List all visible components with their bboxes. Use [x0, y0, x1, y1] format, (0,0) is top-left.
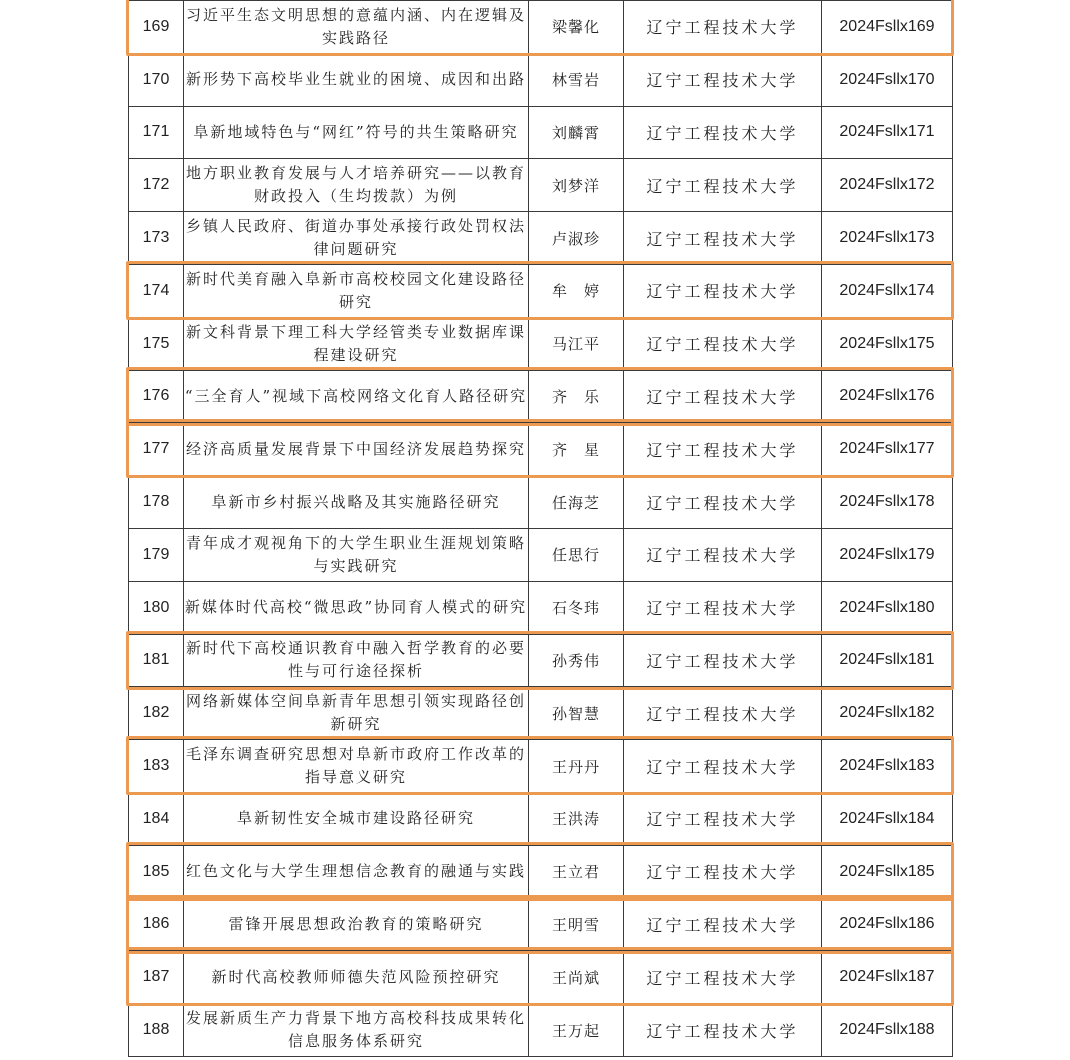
table-row — [129, 106, 953, 159]
table-row — [129, 1004, 953, 1057]
institution-name: 辽宁工程技术大学 — [624, 634, 822, 687]
institution-name: 辽宁工程技术大学 — [624, 898, 822, 951]
principal-name: 任思行 — [529, 528, 624, 581]
principal-name: 牟 婷 — [529, 264, 624, 317]
project-code: 2024Fsllx179 — [822, 528, 953, 581]
institution-name: 辽宁工程技术大学 — [624, 53, 822, 106]
project-title: 阜新市乡村振兴战略及其实施路径研究 — [184, 476, 529, 529]
project-title: 新时代高校教师师德失范风险预控研究 — [184, 951, 529, 1004]
row-number: 171 — [129, 106, 184, 159]
project-title: 经济高质量发展背景下中国经济发展趋势探究 — [184, 423, 529, 476]
row-number: 186 — [129, 898, 184, 951]
row-number: 176 — [129, 370, 184, 423]
institution-name: 辽宁工程技术大学 — [624, 264, 822, 317]
project-title: “三全育人”视域下高校网络文化育人路径研究 — [184, 370, 529, 423]
project-code: 2024Fsllx170 — [822, 53, 953, 106]
principal-name: 孙智慧 — [529, 687, 624, 740]
row-number: 184 — [129, 792, 184, 845]
institution-name: 辽宁工程技术大学 — [624, 792, 822, 845]
project-code: 2024Fsllx186 — [822, 898, 953, 951]
institution-name: 辽宁工程技术大学 — [624, 212, 822, 265]
table-row — [129, 634, 953, 687]
institution-name: 辽宁工程技术大学 — [624, 687, 822, 740]
project-code: 2024Fsllx182 — [822, 687, 953, 740]
table-row — [129, 476, 953, 529]
principal-name: 齐 乐 — [529, 370, 624, 423]
project-title: 新时代美育融入阜新市高校校园文化建设路径研究 — [184, 264, 529, 317]
institution-name: 辽宁工程技术大学 — [624, 317, 822, 370]
row-number: 169 — [129, 1, 184, 54]
project-code: 2024Fsllx175 — [822, 317, 953, 370]
institution-name: 辽宁工程技术大学 — [624, 951, 822, 1004]
project-title: 地方职业教育发展与人才培养研究——以教育财政投入（生均拨款）为例 — [184, 159, 529, 212]
project-code: 2024Fsllx169 — [822, 1, 953, 54]
project-code: 2024Fsllx184 — [822, 792, 953, 845]
institution-name: 辽宁工程技术大学 — [624, 106, 822, 159]
table-row — [129, 581, 953, 634]
principal-name: 马江平 — [529, 317, 624, 370]
project-title: 阜新地域特色与“网红”符号的共生策略研究 — [184, 106, 529, 159]
project-title: 红色文化与大学生理想信念教育的融通与实践 — [184, 845, 529, 898]
table-row — [129, 423, 953, 476]
table-row — [129, 317, 953, 370]
row-number: 183 — [129, 740, 184, 793]
row-number: 188 — [129, 1004, 184, 1057]
institution-name: 辽宁工程技术大学 — [624, 740, 822, 793]
project-title: 新媒体时代高校“微思政”协同育人模式的研究 — [184, 581, 529, 634]
row-number: 175 — [129, 317, 184, 370]
project-title: 乡镇人民政府、街道办事处承接行政处罚权法律问题研究 — [184, 212, 529, 265]
table-row — [129, 212, 953, 265]
table-row — [129, 792, 953, 845]
institution-name: 辽宁工程技术大学 — [624, 159, 822, 212]
table-row — [129, 845, 953, 898]
project-title: 青年成才观视角下的大学生职业生涯规划策略与实践研究 — [184, 528, 529, 581]
principal-name: 石冬玮 — [529, 581, 624, 634]
row-number: 182 — [129, 687, 184, 740]
principal-name: 卢淑珍 — [529, 212, 624, 265]
row-number: 178 — [129, 476, 184, 529]
institution-name: 辽宁工程技术大学 — [624, 1004, 822, 1057]
row-number: 177 — [129, 423, 184, 476]
project-title: 网络新媒体空间阜新青年思想引领实现路径创新研究 — [184, 687, 529, 740]
project-title: 雷锋开展思想政治教育的策略研究 — [184, 898, 529, 951]
project-title: 新文科背景下理工科大学经管类专业数据库课程建设研究 — [184, 317, 529, 370]
row-number: 181 — [129, 634, 184, 687]
project-code: 2024Fsllx171 — [822, 106, 953, 159]
table-row — [129, 740, 953, 793]
table-body — [129, 1, 953, 1057]
table-row — [129, 951, 953, 1004]
principal-name: 王立君 — [529, 845, 624, 898]
project-title: 新形势下高校毕业生就业的困境、成因和出路 — [184, 53, 529, 106]
principal-name: 林雪岩 — [529, 53, 624, 106]
project-code: 2024Fsllx181 — [822, 634, 953, 687]
row-number: 170 — [129, 53, 184, 106]
table-row — [129, 528, 953, 581]
project-code: 2024Fsllx183 — [822, 740, 953, 793]
table-row — [129, 53, 953, 106]
institution-name: 辽宁工程技术大学 — [624, 476, 822, 529]
principal-name: 刘麟霄 — [529, 106, 624, 159]
project-code: 2024Fsllx176 — [822, 370, 953, 423]
project-code: 2024Fsllx177 — [822, 423, 953, 476]
project-code: 2024Fsllx180 — [822, 581, 953, 634]
row-number: 174 — [129, 264, 184, 317]
principal-name: 王洪涛 — [529, 792, 624, 845]
table-row — [129, 1, 953, 54]
row-number: 173 — [129, 212, 184, 265]
project-code: 2024Fsllx178 — [822, 476, 953, 529]
principal-name: 王万起 — [529, 1004, 624, 1057]
project-title: 习近平生态文明思想的意蕴内涵、内在逻辑及实践路径 — [184, 1, 529, 54]
table-row — [129, 687, 953, 740]
row-number: 187 — [129, 951, 184, 1004]
project-code: 2024Fsllx188 — [822, 1004, 953, 1057]
project-title: 发展新质生产力背景下地方高校科技成果转化信息服务体系研究 — [184, 1004, 529, 1057]
row-number: 185 — [129, 845, 184, 898]
principal-name: 王尚斌 — [529, 951, 624, 1004]
project-title: 新时代下高校通识教育中融入哲学教育的必要性与可行途径探析 — [184, 634, 529, 687]
project-code: 2024Fsllx172 — [822, 159, 953, 212]
project-code: 2024Fsllx174 — [822, 264, 953, 317]
principal-name: 王丹丹 — [529, 740, 624, 793]
row-number: 180 — [129, 581, 184, 634]
principal-name: 齐 星 — [529, 423, 624, 476]
institution-name: 辽宁工程技术大学 — [624, 528, 822, 581]
principal-name: 王明雪 — [529, 898, 624, 951]
principal-name: 梁馨化 — [529, 1, 624, 54]
institution-name: 辽宁工程技术大学 — [624, 370, 822, 423]
project-code: 2024Fsllx173 — [822, 212, 953, 265]
principal-name: 孙秀伟 — [529, 634, 624, 687]
principal-name: 刘梦洋 — [529, 159, 624, 212]
institution-name: 辽宁工程技术大学 — [624, 845, 822, 898]
row-number: 179 — [129, 528, 184, 581]
project-code: 2024Fsllx187 — [822, 951, 953, 1004]
table-row — [129, 264, 953, 317]
table-row — [129, 370, 953, 423]
project-code: 2024Fsllx185 — [822, 845, 953, 898]
project-list-table — [128, 0, 953, 1057]
project-title: 阜新韧性安全城市建设路径研究 — [184, 792, 529, 845]
institution-name: 辽宁工程技术大学 — [624, 423, 822, 476]
project-title: 毛泽东调查研究思想对阜新市政府工作改革的指导意义研究 — [184, 740, 529, 793]
table-row — [129, 159, 953, 212]
table-row — [129, 898, 953, 951]
row-number: 172 — [129, 159, 184, 212]
principal-name: 任海芝 — [529, 476, 624, 529]
institution-name: 辽宁工程技术大学 — [624, 581, 822, 634]
institution-name: 辽宁工程技术大学 — [624, 1, 822, 54]
